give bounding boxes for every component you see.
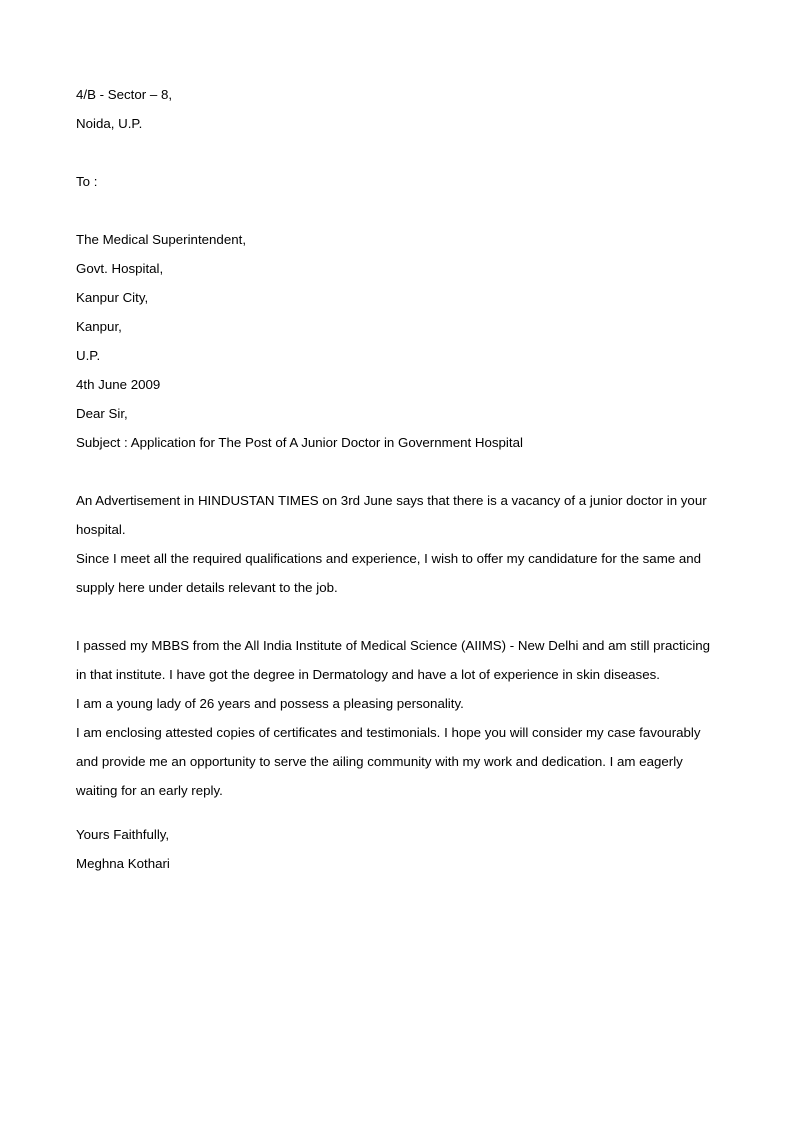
recipient-line-3: Kanpur City, [76,290,149,305]
recipient-line-5: U.P. [76,348,101,363]
sender-address-line-2: Noida, U.P. [76,116,143,131]
body-paragraph-5-line-2: and provide me an opportunity to serve the ailing community with my work and dedication. I am eagerly [76,754,683,769]
salutation: Dear Sir, [76,406,128,421]
body-paragraph-1-line-2: hospital. [76,522,126,537]
closing: Yours Faithfully, [76,827,170,842]
body-paragraph-5-line-1: I am enclosing attested copies of certificates and testimonials. I hope you will consider my case favourably [76,725,701,740]
recipient-line-1: The Medical Superintendent, [76,232,247,247]
body-paragraph-4-line-1: I am a young lady of 26 years and possess a pleasing personality. [76,696,464,711]
recipient-line-4: Kanpur, [76,319,122,334]
sender-address-line-1: 4/B - Sector – 8, [76,87,173,102]
body-paragraph-1-line-1: An Advertisement in HINDUSTAN TIMES on 3rd June says that there is a vacancy of a junior doctor in your [76,493,707,508]
body-paragraph-2-line-2: supply here under details relevant to the job. [76,580,338,595]
to-label: To : [76,174,98,189]
signature-name: Meghna Kothari [76,856,170,871]
body-paragraph-5-line-3: waiting for an early reply. [76,783,223,798]
letter-date: 4th June 2009 [76,377,161,392]
recipient-line-2: Govt. Hospital, [76,261,164,276]
body-paragraph-3-line-1: I passed my MBBS from the All India Institute of Medical Science (AIIMS) - New Delhi and am still practicing [76,638,711,653]
subject-line: Subject : Application for The Post of A Junior Doctor in Government Hospital [76,435,523,450]
body-paragraph-2-line-1: Since I meet all the required qualifications and experience, I wish to offer my candidature for the same and [76,551,702,566]
body-paragraph-3-line-2: in that institute. I have got the degree in Dermatology and have a lot of experience in skin diseases. [76,667,660,682]
